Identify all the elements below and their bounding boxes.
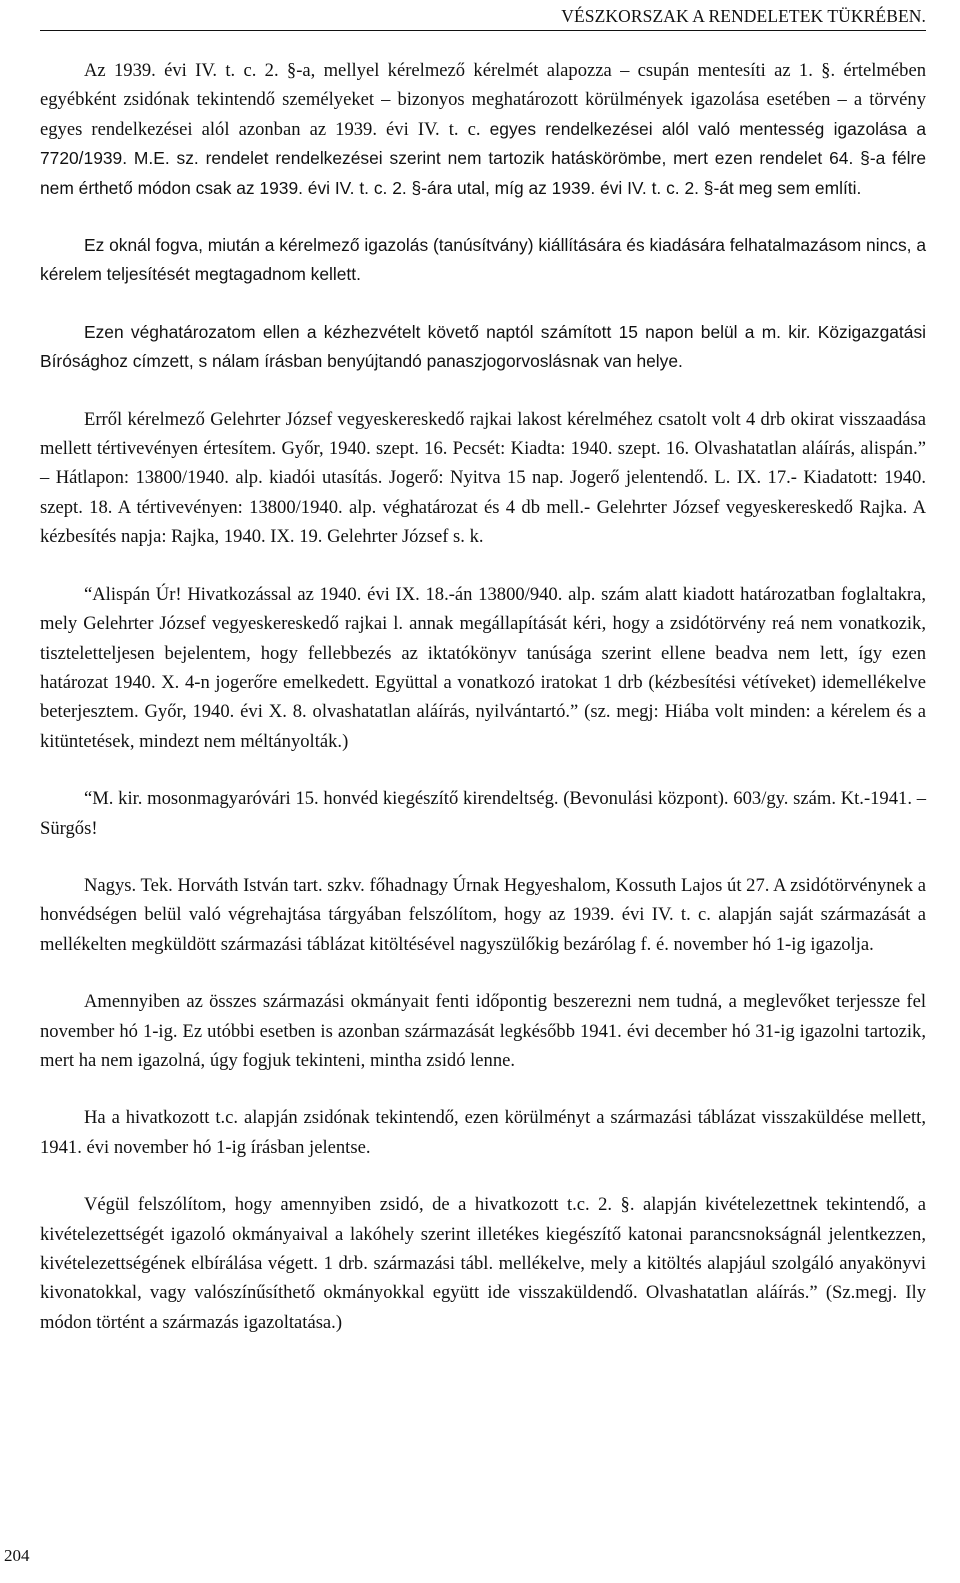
- paragraph-appeal-right: [40, 318, 926, 377]
- paragraph-refusal: [40, 231, 926, 290]
- paragraph-sans-text: egyes rendelkezései alól való mentesség igazolása a 7720/1939. M.E. sz. rendelet rendelkezései szerint nem tartozik hatáskörömbe, mert ezen rendelet 64. §-a félre nem érthető módon csak az 1939. évi IV. t. c. 2. §-ára utal, míg az 1939. évi IV. t. c. 2. §-át meg sem említi.: [40, 118, 926, 198]
- paragraph-exemption-instructions: Végül felszólítom, hogy amennyiben zsidó, de a hivatkozott t.c. 2. §. alapján kivételezettnek tekintendő, a kivételezettségét igazoló okmányaival a lakóhely szerint illetékes kiegészítő katonai parancsnokságnál jelentkezzen, kivételezettségének elbírálása végett. 1 drb. származási tábl. mellékelve, mely a kitöltés alapjául szolgáló anyakönyvi kivonatokkal, vagy valószínűsíthető okmányokkal együtt ide visszaküldendő. Olvashatatlan aláírás.” (Sz.megj. Ily módon történt a származás igazoltatása.): [40, 1194, 926, 1333]
- paragraph-alispan-report: “Alispán Úr! Hivatkozással az 1940. évi IX. 18.-án 13800/940. alp. szám alatt kiadott határozatban foglaltakra, mely Gelehrter József vegyeskereskedő rajkai l. annak megállapítását kéri, hogy a zsidótörvény reá nem vonatkozik, tiszteletteljesen bejelentem, hogy fellebbezés az iktatókönyv tanúsága szerint ellene beadva nem lett, így ezen határozat 1940. X. 4-n jogerőre emelkedett. Együttal a vonatkozó iratokat 1 drb (kézbesítési vétíveket) idemellékelve beterjesztem. Győr, 1940. évi X. 8. olvashatatlan aláírás, nyilvántartó.” (sz. megj: Hiába volt minden: a kérelem és a kitüntetések, mindezt nem méltányolták.): [40, 583, 926, 752]
- page-number: 204: [4, 1546, 30, 1565]
- paragraph-military-office: “M. kir. mosonmagyaróvári 15. honvéd kiegészítő kirendeltség. (Bevonulási központ). 603/gy. szám. Kt.-1941. – Sürgős!: [40, 788, 926, 839]
- running-header: [40, 2, 926, 31]
- paragraph-documents-deadline: Amennyiben az összes származási okmányait fenti időpontig beszerezni nem tudná, a meglevőket terjessze fel november hó 1-ig. Ez utóbbi esetben is azonban származását legkésőbb 1941. évi december hó 31-ig igazolni tartozik, mert ha nem igazolná, úgy fogjuk tekinteni, mintha zsidó lenne.: [40, 991, 926, 1071]
- paragraph-sans-text: Ez oknál fogva, miután a kérelmező igazolás (tanúsítvány) kiállítására és kiadására felhatalmazásom nincs, a kérelem teljesítését megtagadnom kellett.: [40, 235, 926, 285]
- page-body: [40, 56, 926, 1365]
- paragraph-sans-text: Ezen véghatározatom ellen a kézhezvételt követő naptól számított 15 napon belül a m. kir. Közigazgatási Bírósághoz címzett, s nálam írásban benyújtandó panaszjogorvoslásnak van helye.: [40, 321, 926, 372]
- paragraph-notification: Erről kérelmező Gelehrter József vegyeskereskedő rajkai lakost kérelméhez csatolt volt 4 drb okirat visszaadása mellett tértivevényen értesítem. Győr, 1940. szept. 16. Pecsét: Kiadta: 1940. szept. 16. Olvashatatlan aláírás, alispán.” – Hátlapon: 13800/1940. alp. kiadói utasítás. Jogerő: Nyitva 15 nap. Jogerő jelentendő. L. IX. 17.- Kiadatott: 1940. szept. 18. A tértivevényen: 13800/1940. alp. véghatározat és 4 db mell.- Gelehrter József vegyeskereskedő Rajka. A kézbesítés napja: Rajka, 1940. IX. 19. Gelehrter József s. k.: [40, 408, 926, 548]
- paragraph-serif-text: Az 1939. évi IV. t. c. 2. §-a, mellyel kérelmező kérelmét alapozza – csupán mentesíti az 1. §. értelmében egyébként zsidónak tekintendő személyeket – bizonyos meghatározott körülmények igazolása esetében – a törvény egyes rendelkezései alól azonban az 1939. évi IV. t. c.: [40, 60, 926, 140]
- paragraph-exemption-scope: [40, 56, 926, 203]
- paragraph-summons: Nagys. Tek. Horváth István tart. szkv. főhadnagy Úrnak Hegyeshalom, Kossuth Lajos út 27. A zsidótörvénynek a honvédségen belül való végrehajtása tárgyában felszólítom, hogy az 1939. évi IV. t. c. alapján saját származását a mellékelten megküldött származási táblázat kitöltésével nagyszülőkig bezárólag f. é. november hó 1-ig igazolja.: [40, 874, 926, 955]
- paragraph-report-if-jewish: Ha a hivatkozott t.c. alapján zsidónak tekintendő, ezen körülményt a származási táblázat visszaküldése mellett, 1941. évi november hó 1-ig írásban jelentse.: [40, 1107, 926, 1158]
- running-title: VÉSZKORSZAK A RENDELETEK TÜKRÉBEN.: [561, 6, 926, 26]
